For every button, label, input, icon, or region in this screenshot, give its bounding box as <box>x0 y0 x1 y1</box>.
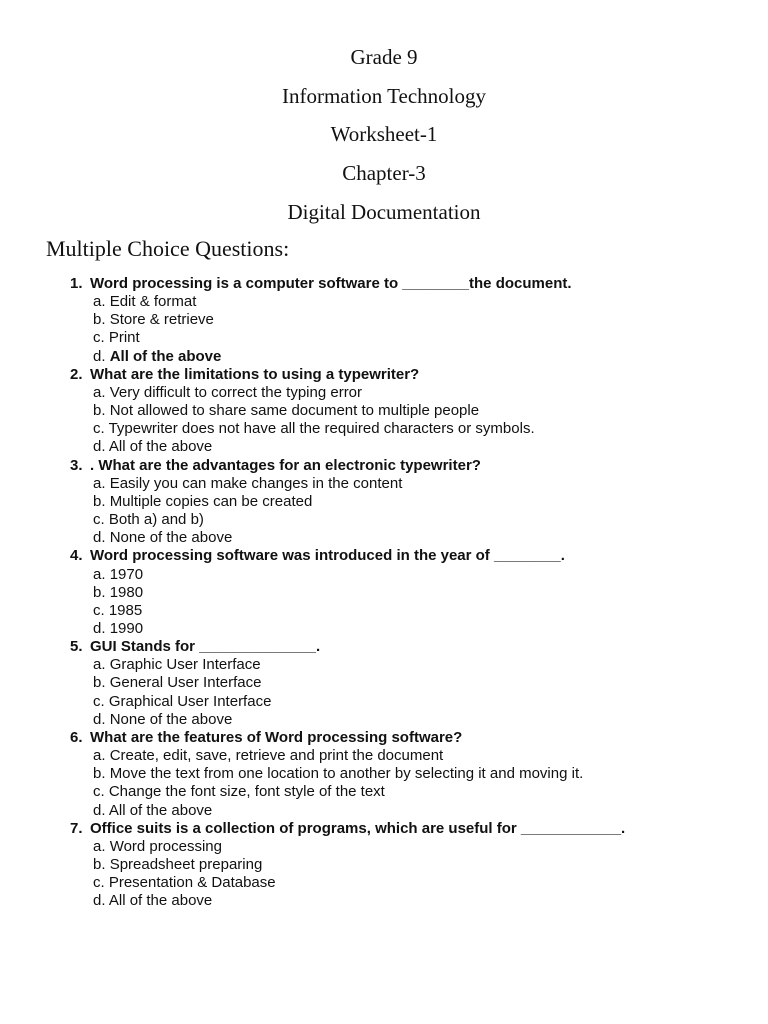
option-text: Print <box>108 329 140 347</box>
chapter-heading: Chapter-3 <box>342 161 426 185</box>
option-text: 1970 <box>109 565 144 583</box>
option-text: All of the above <box>109 347 222 365</box>
question-number: 6. <box>70 728 83 746</box>
option-label: c. <box>93 783 105 801</box>
option-text: Not allowed to share same document to multiple people <box>109 402 480 420</box>
answer-option <box>93 693 768 711</box>
question-number: 7. <box>70 819 83 837</box>
answer-option <box>93 674 768 692</box>
question-item <box>0 820 768 911</box>
option-label: d. <box>93 710 106 728</box>
answer-option <box>93 511 768 529</box>
option-text: All of the above <box>108 438 213 456</box>
answer-option <box>93 838 768 856</box>
answer-option <box>93 293 768 311</box>
option-text: 1985 <box>108 601 143 619</box>
question-line <box>0 729 768 747</box>
option-label: a. <box>93 656 106 674</box>
option-label: c. <box>93 420 105 438</box>
worksheet-heading: Worksheet-1 <box>330 122 438 146</box>
option-label: b. <box>93 765 106 783</box>
option-text: All of the above <box>108 892 213 910</box>
answer-option <box>93 402 768 420</box>
option-label: d. <box>93 438 106 456</box>
option-label: b. <box>93 583 106 601</box>
option-text: All of the above <box>108 801 213 819</box>
option-text: Graphic User Interface <box>109 656 261 674</box>
answer-option <box>93 475 768 493</box>
option-label: b. <box>93 311 106 329</box>
question-line <box>0 275 768 293</box>
option-label: a. <box>93 383 106 401</box>
option-text: Both a) and b) <box>108 511 204 529</box>
option-text: Typewriter does not have all the required characters or symbols. <box>108 420 535 438</box>
option-label: a. <box>93 837 106 855</box>
option-label: b. <box>93 492 106 510</box>
answer-option <box>93 747 768 765</box>
question-item <box>0 366 768 457</box>
option-text: Edit & format <box>109 293 197 311</box>
topic-heading: Digital Documentation <box>287 200 481 224</box>
option-label: b. <box>93 674 106 692</box>
answer-option <box>93 311 768 329</box>
question-line <box>0 820 768 838</box>
option-text: Spreadsheet preparing <box>109 856 263 873</box>
answer-option <box>93 384 768 402</box>
answer-option <box>93 711 768 729</box>
subject-heading: Information Technology <box>281 84 486 108</box>
option-label: d. <box>93 892 106 910</box>
answer-option <box>93 438 768 456</box>
option-list <box>0 475 768 548</box>
question-line <box>0 366 768 384</box>
option-list <box>0 747 768 820</box>
answer-option <box>93 874 768 892</box>
answer-option <box>93 892 768 910</box>
option-label: c. <box>93 511 105 529</box>
answer-option <box>93 329 768 347</box>
answer-option <box>93 602 768 620</box>
option-label: c. <box>93 601 105 619</box>
answer-option <box>93 802 768 820</box>
option-label: d. <box>93 801 106 819</box>
option-text: General User Interface <box>109 674 262 692</box>
answer-option <box>93 856 768 874</box>
question-number: 4. <box>70 547 83 565</box>
question-text: . What are the advantages for an electronic typewriter? <box>90 456 481 474</box>
question-number: 1. <box>70 275 83 292</box>
answer-option <box>93 566 768 584</box>
option-text: Graphical User Interface <box>108 692 272 710</box>
option-label: a. <box>93 293 106 311</box>
answer-option <box>93 493 768 511</box>
answer-option <box>93 656 768 674</box>
answer-option <box>93 783 768 801</box>
option-label: d. <box>93 347 106 365</box>
option-text: 1990 <box>109 619 144 637</box>
grade-heading: Grade 9 <box>350 45 418 69</box>
option-text: 1980 <box>109 583 144 601</box>
question-line <box>0 547 768 565</box>
answer-option <box>93 620 768 638</box>
question-number: 3. <box>70 456 83 474</box>
option-label: a. <box>93 565 106 583</box>
option-label: d. <box>93 619 106 637</box>
answer-option <box>93 584 768 602</box>
option-label: b. <box>93 856 106 873</box>
option-text: Move the text from one location to another by selecting it and moving it. <box>109 765 584 783</box>
question-item <box>0 457 768 548</box>
option-label: c. <box>93 874 105 892</box>
option-label: a. <box>93 474 106 492</box>
option-text: Create, edit, save, retrieve and print the document <box>109 747 444 765</box>
question-item <box>0 547 768 638</box>
question-item <box>0 729 768 820</box>
option-text: Presentation & Database <box>108 874 276 892</box>
answer-option <box>93 765 768 783</box>
question-line <box>0 457 768 475</box>
option-text: Easily you can make changes in the content <box>109 474 403 492</box>
option-text: Store & retrieve <box>109 311 214 329</box>
question-text: What are the features of Word processing software? <box>90 728 463 746</box>
question-line <box>0 638 768 656</box>
question-item <box>0 638 768 729</box>
answer-option <box>93 529 768 547</box>
section-title: Multiple Choice Questions: <box>46 236 290 261</box>
option-list <box>0 838 768 911</box>
option-list <box>0 384 768 457</box>
option-text: Multiple copies can be created <box>109 492 313 510</box>
question-text: GUI Stands for ______________. <box>90 638 321 656</box>
option-text: Word processing <box>109 837 222 855</box>
option-list <box>0 566 768 639</box>
question-number: 2. <box>70 365 83 383</box>
question-number: 5. <box>70 638 83 656</box>
option-text: Change the font size, font style of the text <box>108 783 385 801</box>
option-text: None of the above <box>109 529 233 547</box>
option-text: Very difficult to correct the typing error <box>109 383 363 401</box>
option-label: c. <box>93 329 105 347</box>
question-text: Word processing software was introduced in the year of ________. <box>90 547 565 565</box>
option-label: c. <box>93 692 105 710</box>
option-list <box>0 293 768 366</box>
question-text: Word processing is a computer software to ________the document. <box>90 275 572 292</box>
question-item <box>0 275 768 366</box>
option-label: d. <box>93 529 106 547</box>
answer-option <box>93 420 768 438</box>
question-list <box>0 275 768 910</box>
option-text: None of the above <box>109 710 233 728</box>
question-text: What are the limitations to using a typewriter? <box>90 365 420 383</box>
answer-option <box>93 348 768 366</box>
option-list <box>0 656 768 729</box>
question-text: Office suits is a collection of programs, which are useful for ____________. <box>90 819 626 837</box>
option-label: b. <box>93 402 106 420</box>
option-label: a. <box>93 747 106 765</box>
